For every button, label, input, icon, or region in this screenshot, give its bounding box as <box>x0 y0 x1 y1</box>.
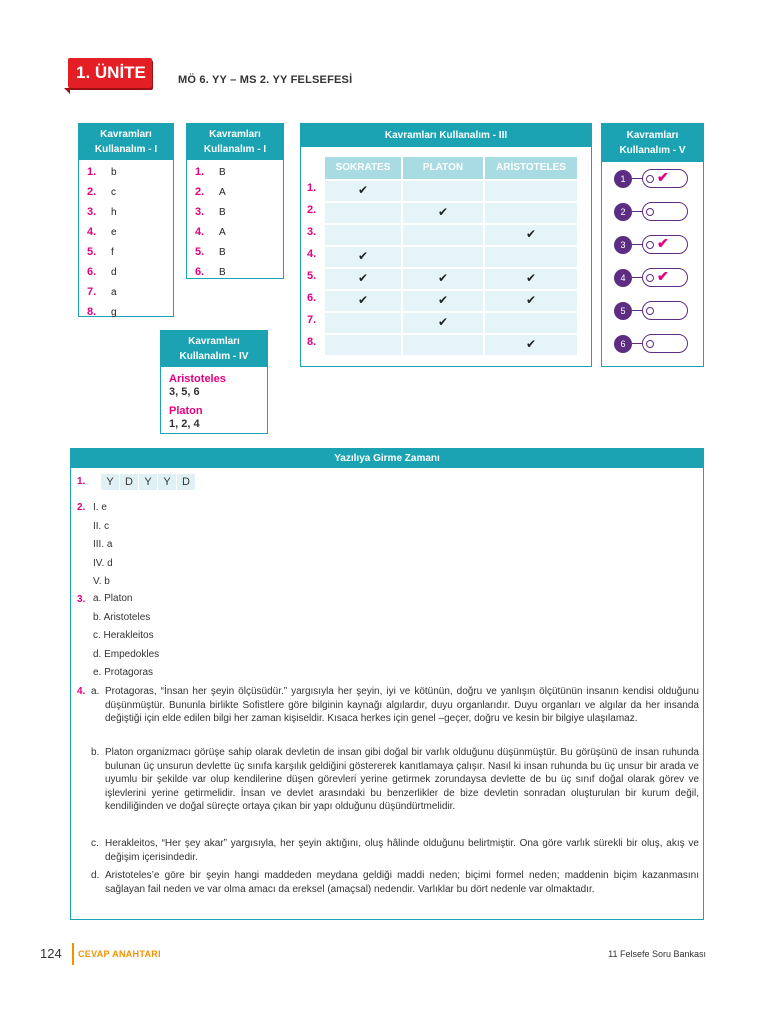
list-item: 5. f <box>87 246 114 258</box>
row-number: 7. <box>307 314 317 326</box>
box-title: Kavramları Kullanalım - IV <box>161 331 267 367</box>
list-item: I. e <box>93 502 107 513</box>
answer-cell: D <box>177 474 195 490</box>
list-item: 1. B <box>195 166 226 178</box>
table-cell <box>325 203 403 223</box>
answer-paragraph: b. Platon organizmacı görüşe sahip olarak devletin de insan gibi doğal bir varlık olduğunu düşünmüştür. Bu görüşünü de insan ruhunda bulunan üç unsurun devlette üç sınıfa karşılık geldiğini göstererek kanıtlamaya çalışır. Nasıl ki insan ruhunda bu üç unsur bir arada ve uyumlu bir şekilde var olup kendilerine düşen görevleri yerine getirmek zorundaysa devlette de bu üç sınıf doğal olarak görev ve işlevlerini yerine getirmelidir. İnsan ve devlet arasındaki bu benzerlikler de bize devletin sonradan oluşturulan bir kurum değil, kendiliğinden ve doğal süreçte ortaya çıkan bir yapı olduğunu düşündürtmelidir. <box>91 747 699 812</box>
list-item: e. Protagoras <box>93 667 154 678</box>
footer-section: CEVAP ANAHTARI <box>78 949 161 959</box>
list-item: 3. h <box>87 206 117 218</box>
answer-paragraph: d. Aristoteles’e göre bir şeyin hangi maddeden meydana geldiği maddi neden; biçimi formel neden; maddenin biçim kazanmasını sağlayan fail neden ve var olma amacı da ereksel (amaçsal) nedendir. Varlıklar bu dört nedenle var olmaktadır. <box>91 870 699 895</box>
answer-pill <box>642 202 688 221</box>
checkmark-cell: ✔ <box>485 291 579 311</box>
answer-paragraph: c. Herakleitos, “Her şey akar” yargısıyla, her şeyin aktığını, oluş hâlinde olduğunu belirtmiştir. Ona göre varlık sürekli bir oluş, akış ve değişim içerisindedir. <box>91 838 699 863</box>
row-number: 1. <box>307 182 317 194</box>
box-title: Kavramları Kullanalım - I <box>187 124 283 160</box>
footer-divider <box>72 943 74 965</box>
question-number: 4. <box>77 686 86 697</box>
row-number: 2. <box>307 204 317 216</box>
matching-item <box>614 201 690 223</box>
box-title: Kavramları Kullanalım - V <box>602 124 703 162</box>
box-kavramlari-v <box>601 123 704 367</box>
list-item: 7. a <box>87 286 117 298</box>
table-cell <box>485 181 579 201</box>
matching-item <box>614 267 690 289</box>
table-row <box>325 179 579 201</box>
item-number-badge: 3 <box>614 236 632 254</box>
checkmark-cell: ✔ <box>325 181 403 201</box>
list-item: IV. d <box>93 557 113 569</box>
answer-cell: Y <box>158 474 176 490</box>
checkmark-cell: ✔ <box>403 203 485 223</box>
checkmark-cell: ✔ <box>485 225 579 245</box>
table-cell <box>403 225 485 245</box>
philosopher-name: Platon <box>169 405 203 417</box>
checkmark-cell: ✔ <box>325 291 403 311</box>
answer-list <box>93 590 159 683</box>
answer-pill <box>642 268 688 287</box>
list-item: c. Herakleitos <box>93 630 154 641</box>
table-row <box>325 245 579 267</box>
list-item: 4. e <box>87 226 117 238</box>
philosopher-name: Aristoteles <box>169 373 226 385</box>
checkmark-cell: ✔ <box>325 247 403 267</box>
table-row <box>325 267 579 289</box>
item-number-badge: 6 <box>614 335 632 353</box>
list-item: III. a <box>93 539 113 550</box>
answer-pill <box>642 301 688 320</box>
checkmark-cell: ✔ <box>403 313 485 333</box>
checkmark-cell: ✔ <box>403 291 485 311</box>
answer-cell: Y <box>101 474 119 490</box>
checkmark-cell: ✔ <box>325 269 403 289</box>
table-cell <box>485 313 579 333</box>
table-cell <box>325 225 403 245</box>
row-number: 4. <box>307 248 317 260</box>
list-item: V. b <box>93 576 110 587</box>
checkmark-icon: ✔ <box>657 235 669 251</box>
list-item: d. Empedokles <box>93 648 160 660</box>
list-item: 1. b <box>87 166 117 178</box>
answer-pill <box>642 169 688 188</box>
table-row <box>325 223 579 245</box>
list-item: II. c <box>93 520 110 532</box>
checkmark-icon: ✔ <box>657 268 669 284</box>
answer-cell: Y <box>139 474 157 490</box>
row-number: 8. <box>307 336 317 348</box>
answer-pill <box>642 334 688 353</box>
philosopher-values: 3, 5, 6 <box>169 386 200 398</box>
table-cell <box>403 247 485 267</box>
footer-book-title: 11 Felsefe Soru Bankası <box>608 949 706 959</box>
table-cell <box>485 203 579 223</box>
row-number: 3. <box>307 226 317 238</box>
list-item: 2. c <box>87 186 116 198</box>
box-kavramlari-i-b <box>186 123 284 279</box>
table-row <box>325 289 579 311</box>
table-cell <box>403 335 485 355</box>
list-item: a. Platon <box>93 593 133 604</box>
box-title: Kavramları Kullanalım - I <box>79 124 173 160</box>
row-number: 6. <box>307 292 317 304</box>
list-item: 8. g <box>87 306 117 318</box>
box-kavramlari-iv <box>160 330 268 434</box>
answer-paragraph: a. Protagoras, “İnsan her şeyin ölçüsüdür.” yargısıyla her şeyin, iyi ve kötünün, doğru ve yanlışın ölçütünün insanın kendisi olduğunu düşünmüştür. Bununla birlikte Sofistlere göre bilginin kaynağı algılardır, duyu organlarıdır. Duyu organları ve algılar da her insanda değiştiği için elde edilen bilgi her zaman kişiseldir. Kısaca herkes için genel –geçer, doğru ve kesin bir bilgiye ulaşılamaz. <box>91 686 699 724</box>
matching-item <box>614 168 690 190</box>
checkmark-cell: ✔ <box>485 335 579 355</box>
list-item: 2. A <box>195 186 226 198</box>
table-cell <box>485 247 579 267</box>
column-header: ARİSTOTELES <box>485 157 579 179</box>
item-number-badge: 2 <box>614 203 632 221</box>
column-header: PLATON <box>403 157 485 179</box>
page-number: 124 <box>40 946 62 961</box>
answer-pill <box>642 235 688 254</box>
list-item: 6. B <box>195 266 226 278</box>
question-number: 3. <box>77 594 86 605</box>
answer-list <box>93 499 113 592</box>
column-header: SOKRATES <box>325 157 403 179</box>
answer-cell: D <box>120 474 138 490</box>
box-kavramlari-i-a <box>78 123 174 317</box>
matching-item <box>614 300 690 322</box>
table-cell <box>325 335 403 355</box>
checkmark-cell: ✔ <box>485 269 579 289</box>
checkmark-cell: ✔ <box>403 269 485 289</box>
matching-item <box>614 333 690 355</box>
matching-item <box>614 234 690 256</box>
row-number: 5. <box>307 270 317 282</box>
table-row <box>325 311 579 333</box>
item-number-badge: 5 <box>614 302 632 320</box>
checkmark-icon: ✔ <box>657 169 669 185</box>
unit-tab: 1. ÜNİTE <box>68 58 152 88</box>
item-number-badge: 4 <box>614 269 632 287</box>
list-item: 6. d <box>87 266 117 278</box>
item-number-badge: 1 <box>614 170 632 188</box>
philosopher-values: 1, 2, 4 <box>169 418 200 430</box>
table-cell <box>403 181 485 201</box>
question-number: 1. <box>77 476 86 487</box>
box-title: Kavramları Kullanalım - III <box>301 124 591 147</box>
list-item: b. Aristoteles <box>93 611 151 623</box>
box-kavramlari-iii <box>300 123 592 367</box>
list-item: 3. B <box>195 206 226 218</box>
list-item: 5. B <box>195 246 226 258</box>
table-row <box>325 333 579 355</box>
table-row <box>325 201 579 223</box>
philosopher-table <box>323 157 579 355</box>
list-item: 4. A <box>195 226 226 238</box>
page-subtitle: MÖ 6. YY – MS 2. YY FELSEFESİ <box>178 74 353 86</box>
box-title: Yazılıya Girme Zamanı <box>71 449 703 468</box>
box-yaziliya-girme <box>70 448 704 920</box>
true-false-answers <box>101 474 196 490</box>
question-number: 2. <box>77 502 86 513</box>
table-cell <box>325 313 403 333</box>
